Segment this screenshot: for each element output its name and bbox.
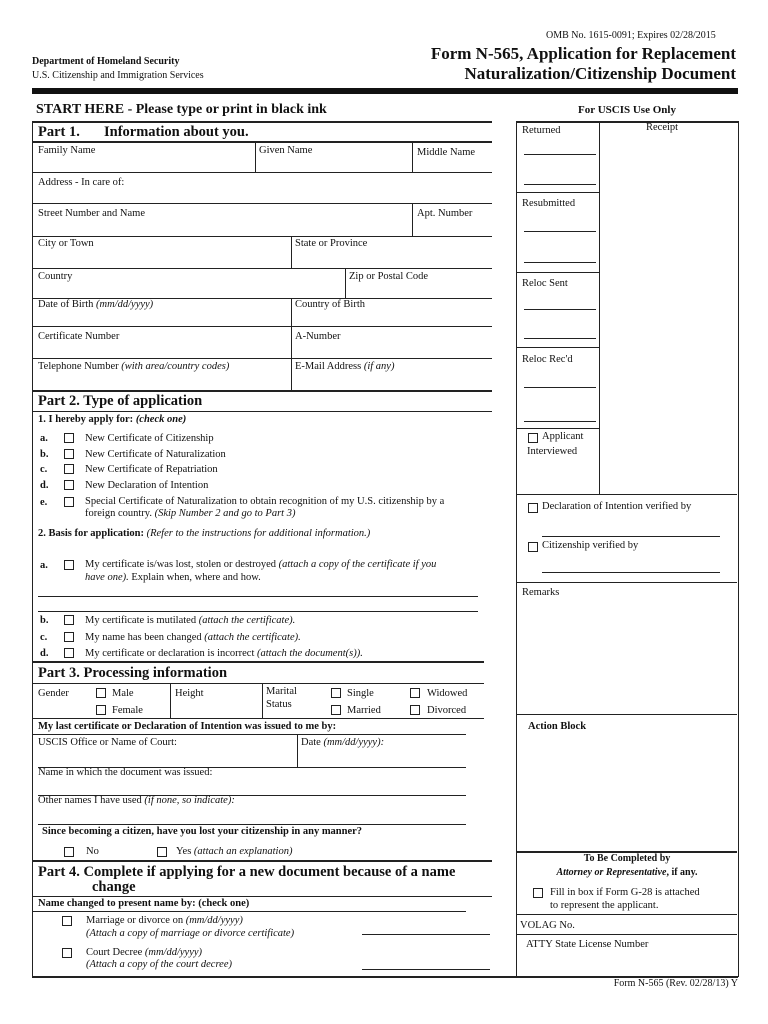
court-decree-note: (Attach a copy of the court decree) xyxy=(86,959,232,970)
divider xyxy=(170,683,171,718)
divider xyxy=(32,683,484,684)
option-e-line1: Special Certificate of Naturalization to obtain recognition of my U.S. citizenship by a xyxy=(85,496,445,507)
divider xyxy=(524,338,596,339)
citizenship-verified-checkbox[interactable] xyxy=(528,542,538,552)
court-decree-label xyxy=(86,947,202,958)
applicant-interviewed-checkbox[interactable] xyxy=(528,433,538,443)
part3-title: Part 3. Processing information xyxy=(38,665,228,681)
divider xyxy=(291,358,292,390)
date-issued-text: Date xyxy=(301,737,321,748)
explain-line-1[interactable] xyxy=(38,596,478,597)
divider xyxy=(412,142,413,172)
date-issued-label xyxy=(301,737,384,748)
basis-text: 2. Basis for application: xyxy=(38,528,144,539)
divider xyxy=(516,494,737,495)
family-name-label: Family Name xyxy=(38,145,96,156)
other-names-text: Other names I have used xyxy=(38,795,142,806)
country-label: Country xyxy=(38,271,73,282)
lost-citizenship-question: Since becoming a citizen, have you lost your citizenship in any manner? xyxy=(42,826,363,837)
divider xyxy=(291,236,292,268)
basis-b-label xyxy=(85,615,295,626)
divider xyxy=(542,536,720,537)
g28-label-2: to represent the applicant. xyxy=(550,900,659,911)
option-e-line2-note: (Skip Number 2 and go to Part 3) xyxy=(154,508,296,519)
option-d-label: New Declaration of Intention xyxy=(85,480,209,491)
part2-title: Part 2. Type of application xyxy=(38,393,203,409)
given-name-label: Given Name xyxy=(259,145,313,156)
receipt-label: Receipt xyxy=(646,122,679,133)
marital-label-1: Marital xyxy=(266,686,297,697)
option-c-letter: c. xyxy=(40,464,48,475)
marriage-note: (Attach a copy of marriage or divorce certificate) xyxy=(86,928,295,939)
date-issued-format: (mm/dd/yyyy): xyxy=(323,737,385,748)
divider xyxy=(291,298,292,358)
if-any-text: , if any. xyxy=(666,867,698,878)
divider xyxy=(516,428,600,429)
divider xyxy=(524,387,596,388)
divorced-label: Divorced xyxy=(427,705,467,716)
divider xyxy=(516,582,737,583)
part4-title-1: Part 4. Complete if applying for a new document because of a name xyxy=(38,864,456,880)
apply-for-note: (check one) xyxy=(135,414,187,425)
marital-label-2: Status xyxy=(266,699,292,710)
court-decree-text: Court Decree xyxy=(86,947,143,958)
other-names-label xyxy=(38,795,235,806)
apt-number-label: Apt. Number xyxy=(417,208,473,219)
single-checkbox[interactable] xyxy=(331,688,341,698)
g28-checkbox[interactable] xyxy=(533,888,543,898)
uscis-use-only-title: For USCIS Use Only xyxy=(578,104,676,116)
marriage-format: (mm/dd/yyyy) xyxy=(185,915,243,926)
yes-label xyxy=(176,846,292,857)
atty-license-label: ATTY State License Number xyxy=(526,939,649,950)
divider xyxy=(32,661,484,663)
divider xyxy=(32,203,492,204)
header-rule xyxy=(32,88,738,94)
widowed-label: Widowed xyxy=(427,688,468,699)
height-label: Height xyxy=(175,688,204,699)
basis-a-line1-note: (attach a copy of the certificate if you xyxy=(278,559,437,570)
divider xyxy=(32,141,492,143)
apply-for-text: 1. I hereby apply for: xyxy=(38,414,134,425)
dob-label xyxy=(38,299,153,310)
email-text: E-Mail Address xyxy=(295,361,362,372)
divider xyxy=(516,934,737,935)
basis-c-label xyxy=(85,632,301,643)
divider xyxy=(262,683,263,718)
divider xyxy=(599,122,600,494)
divider xyxy=(38,824,466,825)
option-b-letter: b. xyxy=(40,449,49,460)
last-certificate-label: My last certificate or Declaration of Intention was issued to me by: xyxy=(38,721,337,732)
basis-a-checkbox[interactable] xyxy=(64,560,74,570)
name-changed-by-label: Name changed to present name by: (check one) xyxy=(38,898,250,909)
reloc-recd-label: Reloc Rec'd xyxy=(522,354,573,365)
divider xyxy=(524,231,596,232)
court-decree-checkbox[interactable] xyxy=(62,948,72,958)
start-here: START HERE - Please type or print in black ink xyxy=(36,102,327,117)
form-title-line1: Form N-565, Application for Replacement xyxy=(430,44,736,63)
citizenship-verified-label: Citizenship verified by xyxy=(542,540,639,551)
divider xyxy=(524,154,596,155)
option-c-label: New Certificate of Repatriation xyxy=(85,464,218,475)
basis-a-line1 xyxy=(85,559,436,570)
no-checkbox[interactable] xyxy=(64,847,74,857)
basis-a-line2-note: have one). xyxy=(85,572,129,583)
address-care-of-label: Address - In care of: xyxy=(38,177,125,188)
part1-number: Part 1. xyxy=(38,124,80,140)
basis-b-letter: b. xyxy=(40,615,49,626)
city-label: City or Town xyxy=(38,238,94,249)
declaration-verified-checkbox[interactable] xyxy=(528,503,538,513)
attorney-label xyxy=(516,867,738,878)
part4-title-2: change xyxy=(92,879,136,895)
agency-name: U.S. Citizenship and Immigration Services xyxy=(32,70,204,81)
female-checkbox[interactable] xyxy=(96,705,106,715)
divider xyxy=(524,184,596,185)
department-name: Department of Homeland Security xyxy=(32,56,180,67)
form-footer: Form N-565 (Rev. 02/28/13) Y xyxy=(613,978,738,989)
divider xyxy=(32,358,492,359)
divider xyxy=(345,268,346,298)
divider xyxy=(255,142,256,172)
option-d-checkbox[interactable] xyxy=(64,480,74,490)
basis-a-line1-text: My certificate is/was lost, stolen or destroyed xyxy=(85,559,276,570)
basis-d-checkbox[interactable] xyxy=(64,648,74,658)
returned-label: Returned xyxy=(522,125,561,136)
email-label xyxy=(295,361,394,372)
interviewed-label: Interviewed xyxy=(527,446,578,457)
divider xyxy=(32,896,492,897)
a-number-label: A-Number xyxy=(295,331,341,342)
option-e-letter: e. xyxy=(40,497,48,508)
divider xyxy=(412,203,413,236)
option-d-letter: d. xyxy=(40,480,49,491)
reloc-sent-label: Reloc Sent xyxy=(522,278,568,289)
divider xyxy=(32,718,484,719)
basis-c-note: (attach the certificate). xyxy=(204,632,301,643)
divider xyxy=(32,390,492,392)
yes-text: Yes xyxy=(176,846,192,857)
option-c-checkbox[interactable] xyxy=(64,464,74,474)
married-checkbox[interactable] xyxy=(331,705,341,715)
divider xyxy=(32,172,492,173)
option-e-line2 xyxy=(85,508,295,519)
option-e-checkbox[interactable] xyxy=(64,497,74,507)
basis-b-note: (attach the certificate). xyxy=(198,615,296,626)
divider xyxy=(542,572,720,573)
basis-c-letter: c. xyxy=(40,632,48,643)
part1-title: Information about you. xyxy=(104,124,249,140)
basis-a-line2 xyxy=(85,572,261,583)
divider xyxy=(524,421,596,422)
middle-name-label: Middle Name xyxy=(417,147,476,158)
basis-b-checkbox[interactable] xyxy=(64,615,74,625)
divider xyxy=(32,911,466,912)
basis-d-text: My certificate or declaration is incorrect xyxy=(85,648,255,659)
telephone-note: (with area/country codes) xyxy=(121,361,230,372)
divider xyxy=(32,734,466,735)
option-b-checkbox[interactable] xyxy=(64,449,74,459)
other-names-note: (if none, so indicate): xyxy=(144,795,235,806)
declaration-verified-label: Declaration of Intention verified by xyxy=(542,501,692,512)
action-block-label: Action Block xyxy=(528,721,587,732)
street-label: Street Number and Name xyxy=(38,208,146,219)
basis-d-letter: d. xyxy=(40,648,49,659)
court-decree-format: (mm/dd/yyyy) xyxy=(144,947,203,958)
basis-d-label xyxy=(85,648,363,659)
no-label: No xyxy=(86,846,99,857)
divider xyxy=(32,326,492,327)
yes-checkbox[interactable] xyxy=(157,847,167,857)
resubmitted-label: Resubmitted xyxy=(522,198,576,209)
explain-line-2[interactable] xyxy=(38,611,478,612)
divider xyxy=(32,121,33,977)
divider xyxy=(32,860,492,862)
divider xyxy=(524,309,596,310)
single-label: Single xyxy=(347,688,374,699)
yes-note: (attach an explanation) xyxy=(193,846,293,857)
option-a-checkbox[interactable] xyxy=(64,433,74,443)
divider xyxy=(32,268,492,269)
basis-a-letter: a. xyxy=(40,560,48,571)
form-title-line2: Naturalization/Citizenship Document xyxy=(464,64,736,83)
widowed-checkbox[interactable] xyxy=(410,688,420,698)
marriage-date-field[interactable] xyxy=(362,934,490,935)
divider xyxy=(32,121,492,123)
applicant-label: Applicant xyxy=(542,431,584,442)
remarks-label: Remarks xyxy=(522,587,560,598)
zip-label: Zip or Postal Code xyxy=(349,271,429,282)
option-a-letter: a. xyxy=(40,433,48,444)
to-be-completed-label: To Be Completed by xyxy=(583,853,671,864)
volag-label: VOLAG No. xyxy=(520,920,575,931)
male-checkbox[interactable] xyxy=(96,688,106,698)
telephone-label xyxy=(38,361,229,372)
state-label: State or Province xyxy=(295,238,368,249)
option-a-label: New Certificate of Citizenship xyxy=(85,433,214,444)
basis-a-line2-text: Explain when, where and how. xyxy=(131,572,261,583)
divider xyxy=(32,236,492,237)
certificate-number-label: Certificate Number xyxy=(38,331,120,342)
divider xyxy=(516,347,600,348)
option-b-label: New Certificate of Naturalization xyxy=(85,449,226,460)
gender-label: Gender xyxy=(38,688,69,699)
marriage-checkbox[interactable] xyxy=(62,916,72,926)
divider xyxy=(297,734,298,767)
court-decree-date-field[interactable] xyxy=(362,969,490,970)
country-of-birth-label: Country of Birth xyxy=(295,299,365,310)
married-label: Married xyxy=(347,705,381,716)
dob-text: Date of Birth xyxy=(38,299,94,310)
basis-label xyxy=(38,528,370,539)
divorced-checkbox[interactable] xyxy=(410,705,420,715)
g28-label-1: Fill in box if Form G-28 is attached xyxy=(550,887,700,898)
option-e-line2-text: foreign country. xyxy=(85,508,152,519)
divider xyxy=(524,262,596,263)
male-label: Male xyxy=(112,688,134,699)
telephone-text: Telephone Number xyxy=(38,361,119,372)
female-label: Female xyxy=(112,705,143,716)
divider xyxy=(516,714,737,715)
basis-b-text: My certificate is mutilated xyxy=(85,615,197,626)
attorney-text: Attorney or Representative xyxy=(556,867,667,878)
marriage-label xyxy=(86,915,243,926)
divider xyxy=(516,914,737,915)
basis-note: (Refer to the instructions for additional information.) xyxy=(146,528,371,539)
divider xyxy=(516,272,600,273)
divider xyxy=(32,411,492,412)
name-issued-label: Name in which the document was issued: xyxy=(38,767,213,778)
email-note: (if any) xyxy=(363,361,395,372)
omb-number: OMB No. 1615-0091; Expires 02/28/2015 xyxy=(546,30,716,41)
divider xyxy=(516,192,600,193)
marriage-text: Marriage or divorce on xyxy=(86,915,184,926)
basis-c-checkbox[interactable] xyxy=(64,632,74,642)
dob-format: (mm/dd/yyyy) xyxy=(96,299,154,310)
uscis-office-label: USCIS Office or Name of Court: xyxy=(38,737,177,748)
basis-c-text: My name has been changed xyxy=(85,632,202,643)
apply-for-label xyxy=(38,414,186,425)
basis-d-note: (attach the document(s)). xyxy=(257,648,363,659)
